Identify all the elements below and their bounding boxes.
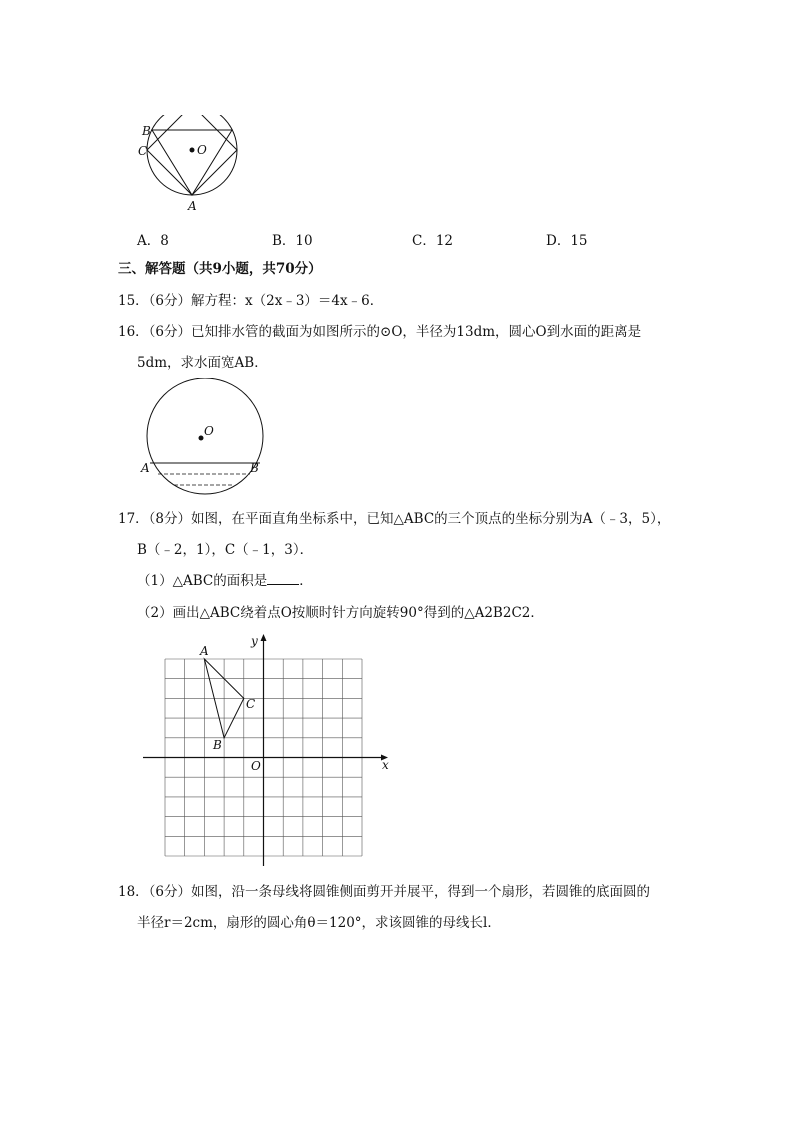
question-16-line1: 16．（6分）已知排水管的截面为如图所示的⊙O，半径为13dm，圆心O到水面的距离是 [118, 324, 642, 340]
question-17-line2: B（﹣2，1），C（﹣1，3）． [137, 542, 314, 558]
question-17-part1: （1）△ABC的面积是 ． [137, 573, 313, 589]
label-y: y [251, 634, 258, 648]
y-axis-arrow [261, 634, 267, 641]
label-a: A [200, 644, 209, 658]
question-18-line2: 半径r＝2cm，扇形的圆心角θ＝120°，求该圆锥的母线长l． [137, 915, 501, 931]
inscribed-square [147, 115, 237, 195]
label-x: x [382, 758, 389, 772]
question-15: 15．（6分）解方程：x（2x﹣3）＝4x﹣6． [118, 293, 384, 309]
question-17-line1: 17．（8分）如图，在平面直角坐标系中，已知△ABC的三个顶点的坐标分别为A（﹣3，5）， [118, 511, 671, 527]
option-d: D．15 [546, 233, 588, 249]
figure-q17 [138, 630, 398, 870]
label-a: A [188, 199, 197, 213]
center-dot [199, 436, 204, 441]
option-c: C．12 [412, 233, 454, 249]
option-a: A．8 [137, 233, 169, 249]
label-b: B [213, 738, 222, 752]
label-a: A [141, 461, 150, 475]
label-o: O [251, 759, 261, 773]
answer-blank[interactable] [267, 572, 299, 585]
option-b: B．10 [272, 233, 313, 249]
label-o: O [204, 424, 214, 438]
figure-q14 [130, 115, 260, 215]
label-c: C [138, 144, 148, 158]
figure-q16 [138, 378, 268, 498]
label-b: B [142, 124, 151, 138]
label-o: O [197, 143, 207, 157]
label-b: B [250, 461, 259, 475]
circle-o [147, 115, 237, 195]
label-c: C [246, 697, 256, 711]
question-16-line2: 5dm，求水面宽AB． [137, 355, 268, 371]
question-18-line1: 18．（6分）如图，沿一条母线将圆锥侧面剪开并展平，得到一个扇形，若圆锥的底面圆的 [118, 884, 651, 900]
section-title: 三、解答题（共9小题，共70分） [118, 261, 322, 277]
center-dot [190, 148, 195, 153]
question-17-part2: （2）画出△ABC绕着点O按顺时针方向旋转90°得到的△A2B2C2． [137, 605, 544, 621]
